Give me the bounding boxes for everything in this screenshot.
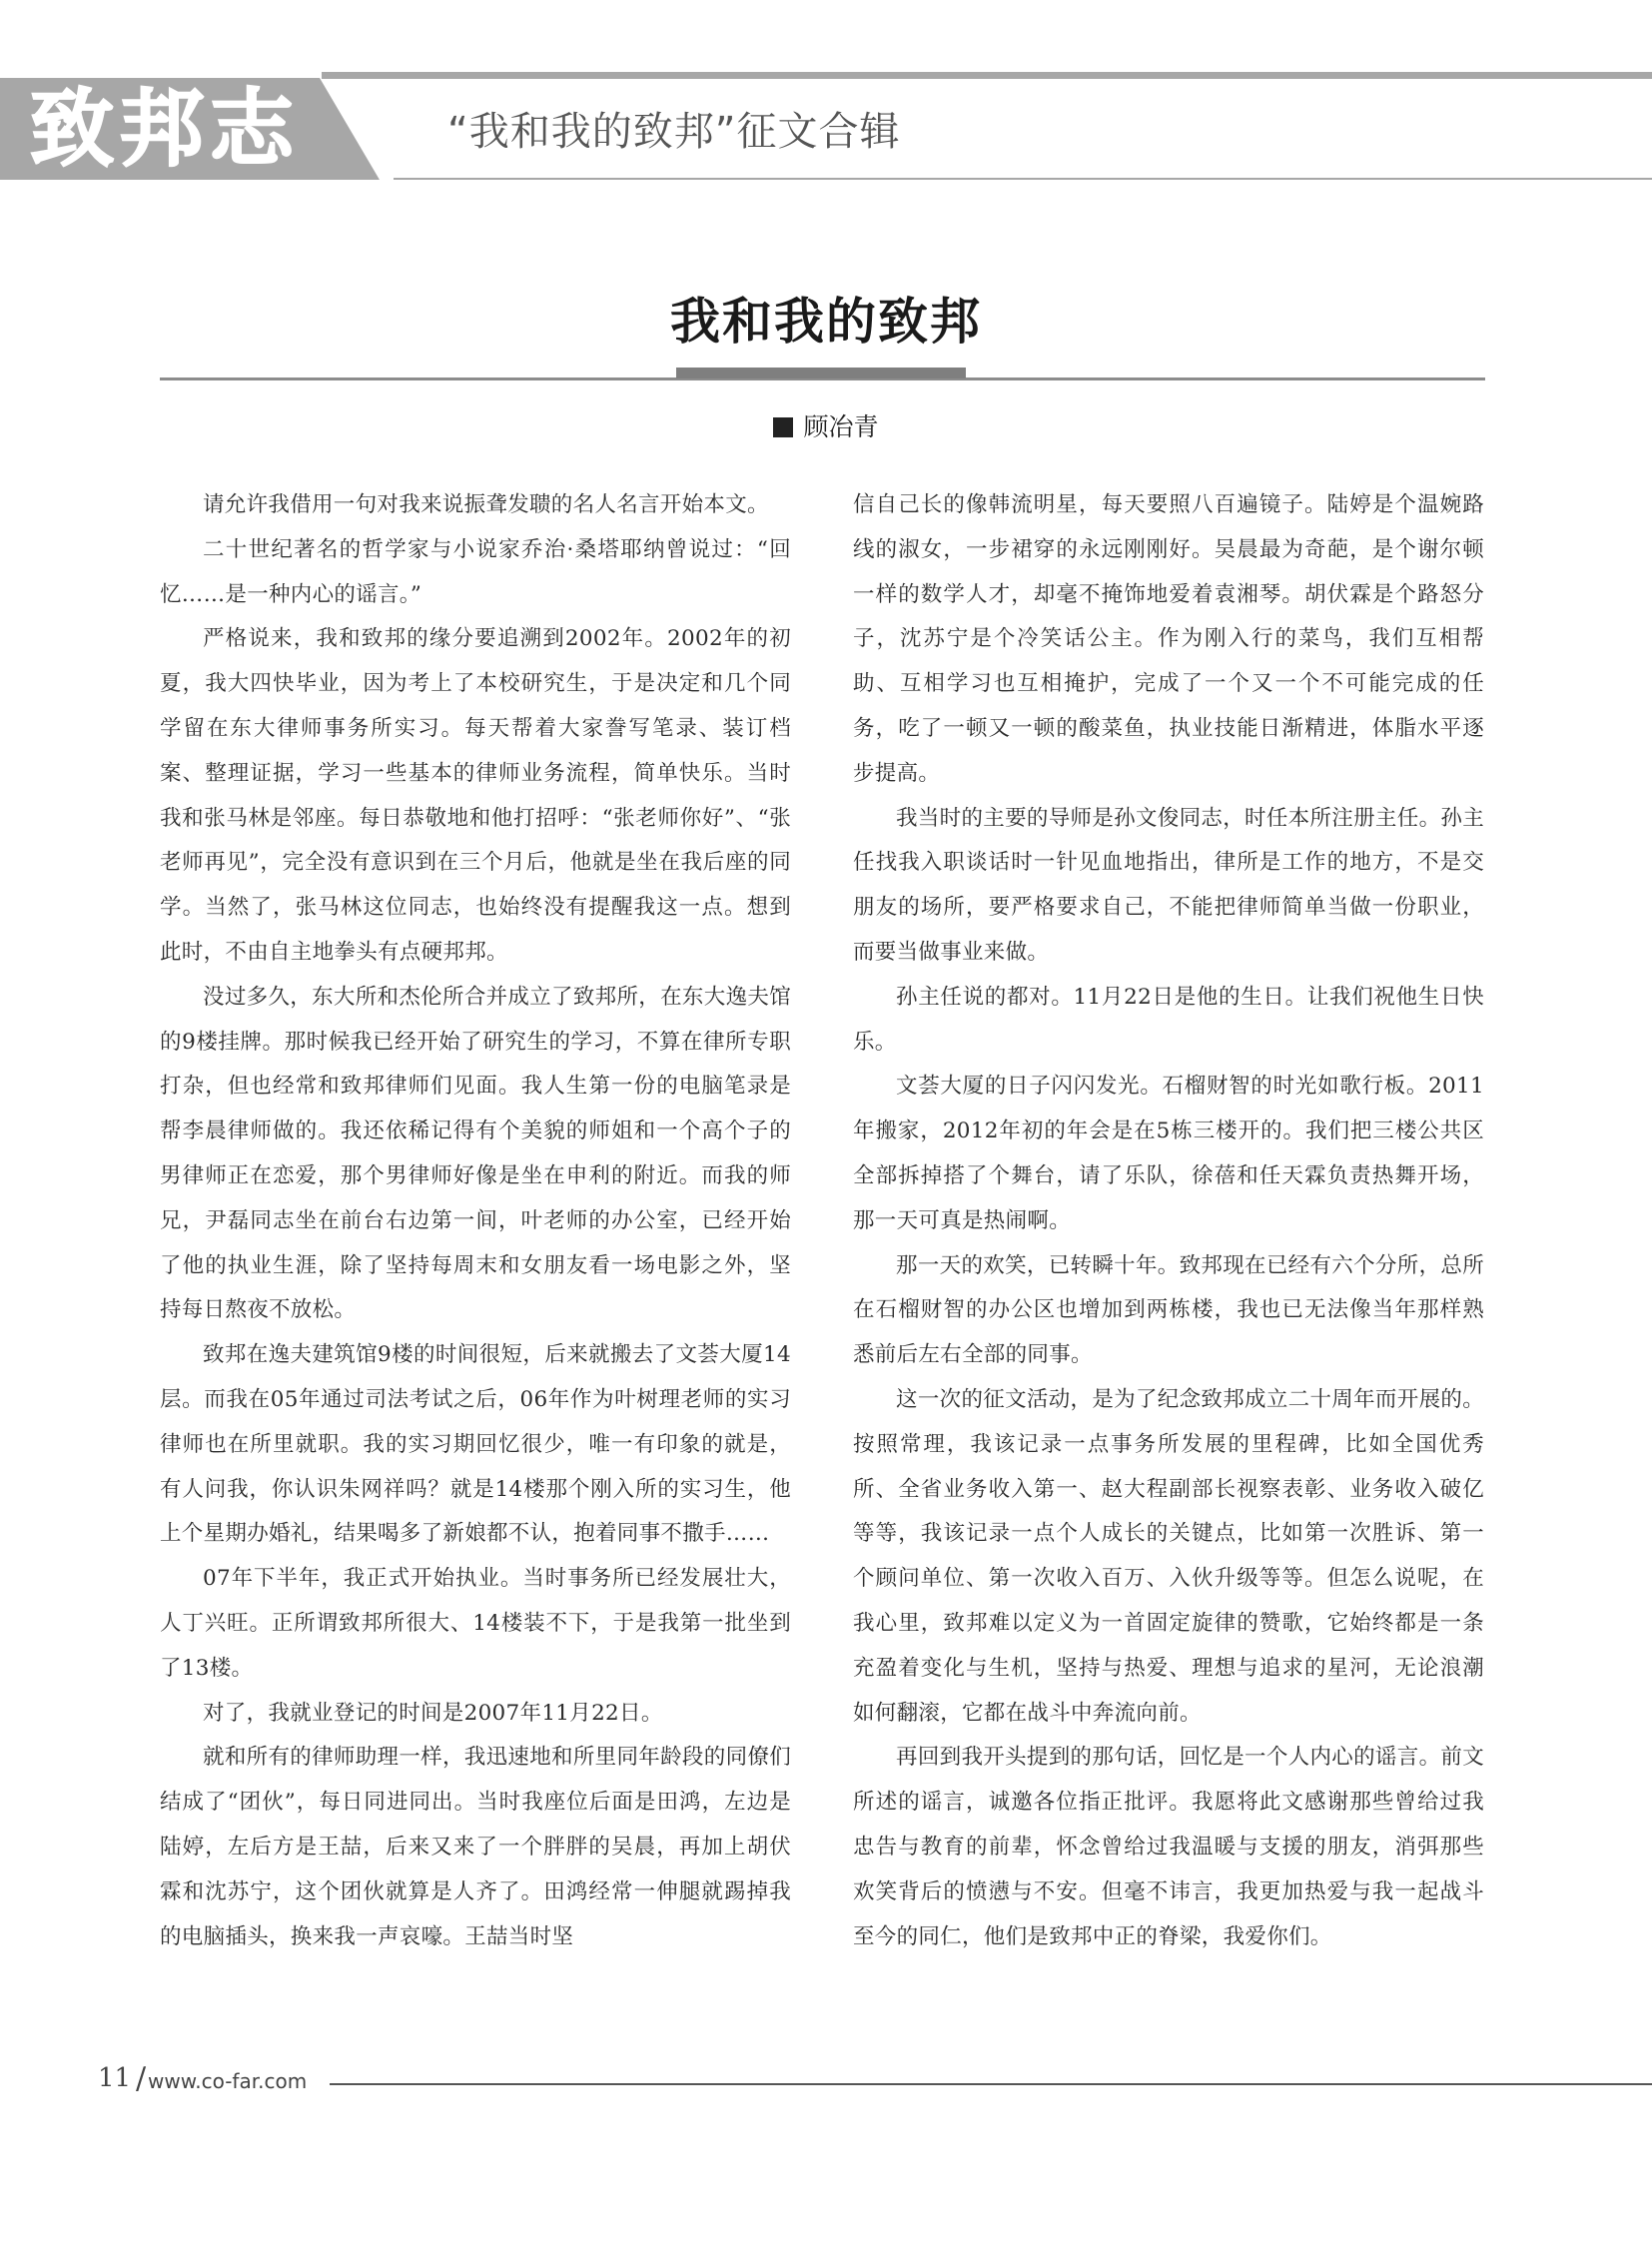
footer-rule — [330, 2083, 1652, 2085]
paragraph: 07年下半年，我正式开始执业。当时事务所已经发展壮大，人丁兴旺。正所谓致邦所很大、14楼装不下，于是我第一批坐到了13楼。 — [160, 1566, 791, 1681]
magazine-logo: 致邦志 — [30, 79, 301, 178]
paragraph: 就和所有的律师助理一样，我迅速地和所里同年龄段的同僚们结成了“团伙”，每日同进同出。当时我座位后面是田鸿，左边是陆婷，左后方是王喆，后来又来了一个胖胖的吴晨，再加上胡伏霖和沈苏宁，这个团伙就算是人齐了。田鸿经常一伸腿就踢掉我的电脑插头，换来我一声哀嚎。王喆当时坚 — [160, 1745, 791, 1949]
footer-separator: / — [136, 2061, 147, 2096]
author-name: 顾冶青 — [803, 412, 879, 441]
paragraph: 再回到我开头提到的那句话，回忆是一个人内心的谣言。前文所述的谣言，诚邀各位指正批评。我愿将此文感谢那些曾给过我忠告与教育的前辈，怀念曾给过我温暖与支援的朋友，消弭那些欢笑背后的愤懑与不安。但毫不讳言，我更加热爱与我一起战斗至今的同仁，他们是致邦中正的脊梁，我爱你们。 — [853, 1745, 1484, 1949]
author-line — [0, 407, 1652, 443]
paragraph: 请允许我借用一句对我来说振聋发聩的名人名言开始本文。 — [203, 492, 769, 517]
paragraph: 二十世纪著名的哲学家与小说家乔治·桑塔耶纳曾说过：“回忆……是一种内心的谣言。” — [160, 536, 791, 607]
author-bullet-icon — [773, 417, 793, 437]
header-rule-thick — [322, 72, 1652, 79]
footer-url: www.co-far.com — [148, 2069, 308, 2093]
paragraph-continued: 信自己长的像韩流明星，每天要照八百遍镜子。陆婷是个温婉路线的淑女，一步裙穿的永远刚刚好。吴晨最为奇葩，是个谢尔顿一样的数学人才，却毫不掩饰地爱着袁湘琴。胡伏霖是个路怒分子，沈苏宁是个冷笑话公主。作为刚入行的菜鸟，我们互相帮助、互相学习也互相掩护，完成了一个又一个不可能完成的任务，吃了一顿又一顿的酸菜鱼，执业技能日渐精进，体脂水平逐步提高。 — [853, 492, 1484, 786]
body-column-right — [853, 483, 1484, 1959]
paragraph: 我当时的主要的导师是孙文俊同志，时任本所注册主任。孙主任找我入职谈话时一针见血地指出，律所是工作的地方，不是交朋友的场所，要严格要求自己，不能把律师简单当做一份职业，而要当做事业来做。 — [853, 805, 1484, 965]
article-title: 我和我的致邦 — [670, 292, 982, 351]
series-title: “我和我的致邦”征文合辑 — [447, 109, 901, 155]
header-rule-thin — [394, 178, 1652, 180]
title-divider-accent — [676, 368, 966, 378]
paragraph: 那一天的欢笑，已转瞬十年。致邦现在已经有六个分所，总所在石榴财智的办公区也增加到两栋楼，我也已无法像当年那样熟悉前后左右全部的同事。 — [853, 1252, 1484, 1368]
paragraph: 没过多久，东大所和杰伦所合并成立了致邦所，在东大逸夫馆的9楼挂牌。那时候我已经开始了研究生的学习，不算在律所专职打杂，但也经常和致邦律师们见面。我人生第一份的电脑笔录是帮李晨律师做的。我还依稀记得有个美貌的师姐和一个高个子的男律师正在恋爱，那个男律师好像是坐在申利的附近。而我的师兄，尹磊同志坐在前台右边第一间，叶老师的办公室，已经开始了他的执业生涯，除了坚持每周末和女朋友看一场电影之外，坚持每日熬夜不放松。 — [160, 984, 791, 1323]
paragraph: 致邦在逸夫建筑馆9楼的时间很短，后来就搬去了文荟大厦14层。而我在05年通过司法考试之后，06年作为叶树理老师的实习律师也在所里就职。我的实习期回忆很少，唯一有印象的就是，有人问我，你认识朱网祥吗？就是14楼那个刚入所的实习生，他上个星期办婚礼，结果喝多了新娘都不认，抱着同事不撒手…… — [160, 1342, 791, 1547]
paragraph: 严格说来，我和致邦的缘分要追溯到2002年。2002年的初夏，我大四快毕业，因为考上了本校研究生，于是决定和几个同学留在东大律师事务所实习。每天帮着大家誊写笔录、装订档案、整理证据，学习一些基本的律师业务流程，简单快乐。当时我和张马林是邻座。每日恭敬地和他打招呼：“张老师你好”、“张老师再见”，完全没有意识到在三个月后，他就是坐在我后座的同学。当然了，张马林这位同志，也始终没有提醒我这一点。想到此时，不由自主地拳头有点硬邦邦。 — [160, 626, 791, 965]
body-column-left — [160, 483, 791, 1959]
page-number: 11 — [98, 2063, 132, 2093]
paragraph: 孙主任说的都对。11月22日是他的生日。让我们祝他生日快乐。 — [853, 984, 1484, 1055]
paragraph: 对了，我就业登记的时间是2007年11月22日。 — [203, 1700, 663, 1726]
paragraph: 文荟大厦的日子闪闪发光。石榴财智的时光如歌行板。2011年搬家，2012年初的年会是在5栋三楼开的。我们把三楼公共区全部拆掉搭了个舞台，请了乐队，徐蓓和任天霖负责热舞开场，那一天可真是热闹啊。 — [853, 1074, 1484, 1233]
paragraph: 这一次的征文活动，是为了纪念致邦成立二十周年而开展的。按照常理，我该记录一点事务所发展的里程碑，比如全国优秀所、全省业务收入第一、赵大程副部长视察表彰、业务收入破亿等等，我该记录一点个人成长的关键点，比如第一次胜诉、第一个顾问单位、第一次收入百万、入伙升级等等。但怎么说呢，在我心里，致邦难以定义为一首固定旋律的赞歌，它始终都是一条充盈着变化与生机，坚持与热爱、理想与追求的星河，无论浪潮如何翻滚，它都在战斗中奔流向前。 — [853, 1386, 1484, 1726]
